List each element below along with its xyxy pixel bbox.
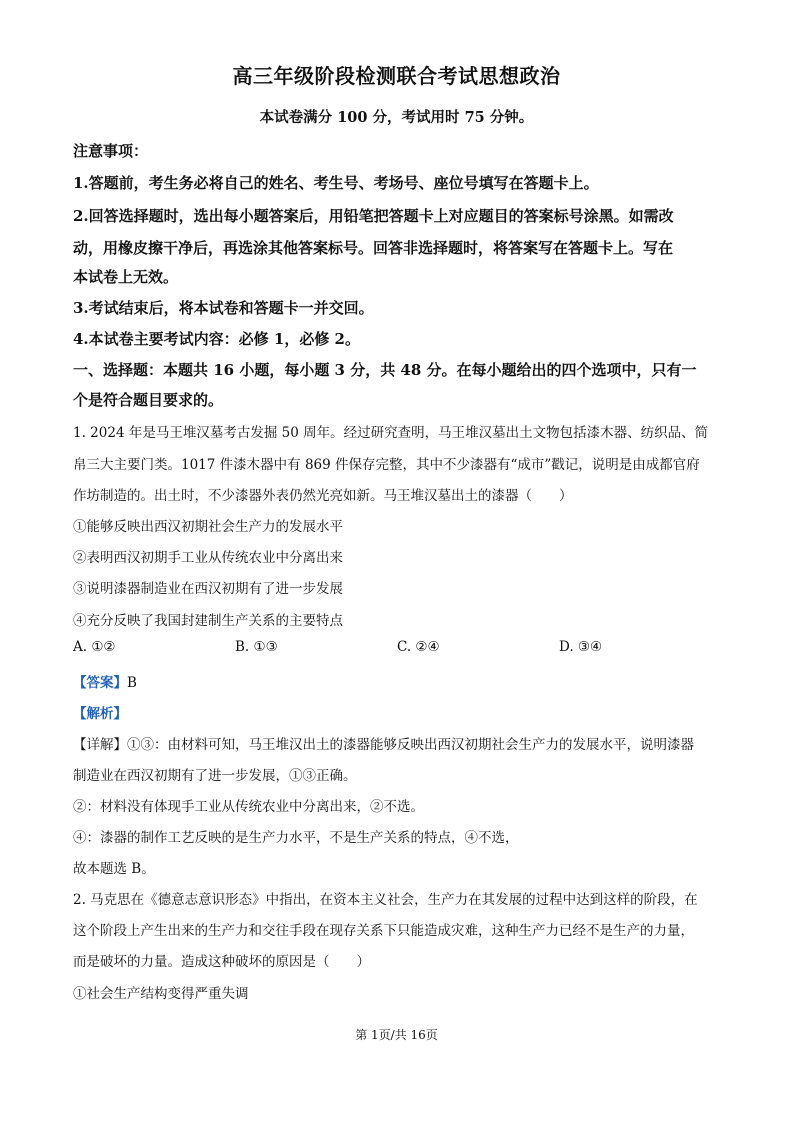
- answer-tag: 【答案】: [73, 675, 127, 691]
- page-title: 高三年级阶段检测联合考试思想政治: [232, 64, 561, 88]
- answer-line: [73, 671, 137, 691]
- analysis-text: ④：漆器的制作工艺反映的是生产力水平，不是生产关系的特点，④不选，: [73, 830, 519, 846]
- question-1-stem: 1. 2024 年是马王堆汉墓考古发掘 50 周年。经过研究查明，马王堆汉墓出土文物包括漆木器、纺织品、简: [73, 425, 709, 441]
- analysis-text: 故本题选 B。: [73, 861, 155, 877]
- notice-line: 本试卷上无效。: [73, 268, 179, 286]
- question-1-statement: ④充分反映了我国封建制生产关系的主要特点: [73, 613, 343, 629]
- question-1-statement: ③说明漆器制造业在西汉初期有了进一步发展: [73, 581, 343, 597]
- analysis-text: ②：材料没有体现手工业从传统农业中分离出来，②不选。: [73, 799, 424, 815]
- question-1-statement: ②表明西汉初期手工业从传统农业中分离出来: [73, 550, 343, 566]
- section-heading: 一、选择题：本题共 16 小题，每小题 3 分，共 48 分。在每小题给出的四个选项中，只有一: [73, 361, 697, 379]
- question-2-stem: 而是破坏的力量。造成这种破坏的原因是（ ）: [73, 954, 370, 970]
- notice-line: 2.回答选择题时，选出每小题答案后，用铅笔把答题卡上对应题目的答案标号涂黑。如需改: [73, 207, 674, 225]
- analysis-tag: 【解析】: [73, 706, 127, 722]
- analysis-text: 制造业在西汉初期有了进一步发展，①③正确。: [73, 768, 357, 784]
- question-1-statement: ①能够反映出西汉初期社会生产力的发展水平: [73, 519, 343, 535]
- notice-line: 1.答题前，考生务必将自己的姓名、考生号、考场号、座位号填写在答题卡上。: [73, 174, 599, 192]
- question-2-statement: ①社会生产结构变得严重失调: [73, 986, 249, 1002]
- question-1-stem: 作坊制造的。出土时，不少漆器外表仍然光亮如新。马王堆汉墓出土的漆器（ ）: [73, 488, 573, 504]
- answer-value: B: [127, 675, 137, 691]
- option-a: A. ①②: [73, 639, 116, 655]
- question-2-stem: 这个阶段上产生出来的生产力和交往手段在现存关系下只能造成灾难，这种生产力已经不是生产的力量，: [73, 923, 694, 939]
- exam-info: 本试卷满分 100 分，考试用时 75 分钟。: [259, 109, 534, 126]
- option-b: B. ①③: [235, 639, 278, 655]
- question-2-stem: 2. 马克思在《德意志意识形态》中指出，在资本主义社会，生产力在其发展的过程中达到这样的阶段，在: [73, 892, 698, 908]
- notice-heading: 注意事项：: [73, 142, 149, 160]
- notice-line: 4.本试卷主要考试内容：必修 1，必修 2。: [73, 330, 360, 348]
- notice-line: 动，用橡皮擦干净后，再选涂其他答案标号。回答非选择题时，将答案写在答题卡上。写在: [73, 239, 674, 257]
- page-number: 第 1页/共 16页: [355, 1028, 438, 1042]
- question-1-stem: 帛三大主要门类。1017 件漆木器中有 869 件保存完整，其中不少漆器有“成市”戳记，说明是由成都官府: [73, 457, 700, 473]
- option-c: C. ②④: [397, 639, 440, 655]
- analysis-line: [73, 702, 127, 722]
- analysis-text: 【详解】①③：由材料可知，马王堆汉出土的漆器能够反映出西汉初期社会生产力的发展水平，说明漆器: [73, 737, 694, 753]
- notice-line: 3.考试结束后，将本试卷和答题卡一并交回。: [73, 299, 374, 317]
- section-heading: 个是符合题目要求的。: [73, 391, 224, 409]
- option-d: D. ③④: [559, 639, 603, 655]
